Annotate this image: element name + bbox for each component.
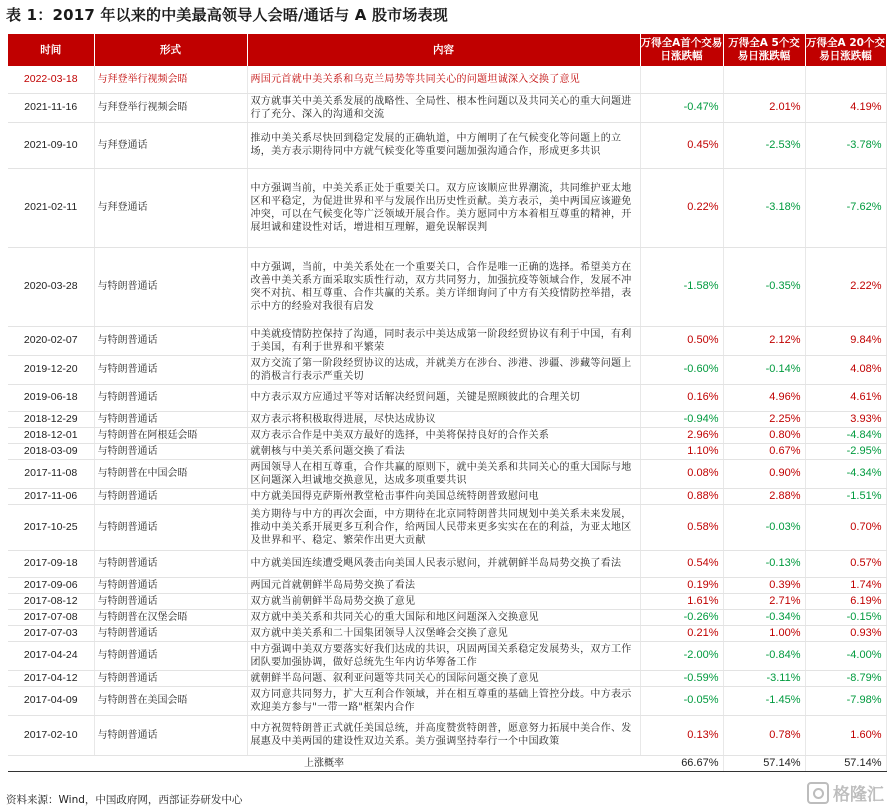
row-first-day-change: -0.94% bbox=[640, 411, 723, 427]
row-date: 2017-08-12 bbox=[8, 593, 94, 609]
row-content: 双方就中美关系和共同关心的重大国际和地区问题深入交换意见 bbox=[247, 609, 640, 625]
row-content: 中方强调，当前，中美关系处在一个重要关口，合作是唯一正确的选择。希望美方在改善中美关系方面采取实质性行动，双方共同努力，加强抗疫等领域合作，发展不冲突不对抗、相互尊重、合作共赢的关系。美方详细询问了中方有关疫情防控举措，表示中方的经验对我很有启发 bbox=[247, 247, 640, 326]
row-5-day-change: 4.96% bbox=[723, 384, 805, 411]
header-content: 内容 bbox=[247, 34, 640, 66]
row-20-day-change: 4.19% bbox=[805, 93, 886, 122]
footer-prob-5: 57.14% bbox=[723, 755, 805, 771]
row-content: 中方祝贺特朗普正式就任美国总统，并高度赞赏特朗普，愿意努力拓展中美合作、发展惠及中美两国的建设性双边关系。美方强调坚持奉行一个中国政策 bbox=[247, 715, 640, 755]
row-first-day-change: -2.00% bbox=[640, 641, 723, 670]
row-form: 与特朗普通话 bbox=[94, 326, 247, 355]
header-20-day-change: 万得全A 20个交易日涨跌幅 bbox=[805, 34, 886, 66]
row-content: 就朝鲜半岛问题、叙利亚问题等共同关心的国际问题交换了意见 bbox=[247, 670, 640, 686]
row-date: 2018-12-29 bbox=[8, 411, 94, 427]
row-first-day-change: -0.60% bbox=[640, 355, 723, 384]
row-form: 与特朗普通话 bbox=[94, 577, 247, 593]
row-first-day-change: 0.54% bbox=[640, 550, 723, 577]
table-row bbox=[8, 443, 886, 459]
row-date: 2017-04-24 bbox=[8, 641, 94, 670]
row-first-day-change: 0.45% bbox=[640, 122, 723, 168]
footer-prob-20: 57.14% bbox=[805, 755, 886, 771]
table-row bbox=[8, 488, 886, 504]
row-form: 与特朗普通话 bbox=[94, 550, 247, 577]
row-date: 2017-11-06 bbox=[8, 488, 94, 504]
row-form: 与特朗普通话 bbox=[94, 488, 247, 504]
row-form: 与特朗普通话 bbox=[94, 504, 247, 550]
row-20-day-change: 6.19% bbox=[805, 593, 886, 609]
row-date: 2017-02-10 bbox=[8, 715, 94, 755]
table-row bbox=[8, 459, 886, 488]
row-20-day-change: 1.74% bbox=[805, 577, 886, 593]
header-time: 时间 bbox=[8, 34, 94, 66]
source-note: 资料来源：Wind，中国政府网，西部证券研发中心 bbox=[6, 794, 243, 806]
row-date: 2017-07-08 bbox=[8, 609, 94, 625]
row-5-day-change: 2.25% bbox=[723, 411, 805, 427]
table-row bbox=[8, 550, 886, 577]
row-content: 双方交流了第一阶段经贸协议的达成，并就美方在涉台、涉港、涉疆、涉藏等问题上的消极言行表示严重关切 bbox=[247, 355, 640, 384]
row-date: 2021-02-11 bbox=[8, 168, 94, 247]
row-first-day-change bbox=[640, 66, 723, 93]
row-content: 推动中美关系尽快回到稳定发展的正确轨道，中方阐明了在气候变化等问题上的立场，美方表示期待同中方就气候变化等重要问题加强沟通合作，形成更多共识 bbox=[247, 122, 640, 168]
row-content: 两国元首就中美关系和乌克兰局势等共同关心的问题坦诚深入交换了意见 bbox=[247, 66, 640, 93]
footer-prob-1: 66.67% bbox=[640, 755, 723, 771]
row-date: 2018-03-09 bbox=[8, 443, 94, 459]
row-content: 双方就中美关系和二十国集团领导人汉堡峰会交换了意见 bbox=[247, 625, 640, 641]
row-form: 与特朗普在阿根廷会晤 bbox=[94, 427, 247, 443]
row-content: 双方表示将积极取得进展，尽快达成协议 bbox=[247, 411, 640, 427]
row-content: 双方表示合作是中美双方最好的选择，中美将保持良好的合作关系 bbox=[247, 427, 640, 443]
row-content: 两国元首就朝鲜半岛局势交换了看法 bbox=[247, 577, 640, 593]
row-5-day-change: 0.78% bbox=[723, 715, 805, 755]
row-date: 2017-09-18 bbox=[8, 550, 94, 577]
row-first-day-change: 0.19% bbox=[640, 577, 723, 593]
table-body bbox=[8, 66, 886, 755]
row-content: 中方强调当前，中美关系正处于重要关口。双方应该顺应世界潮流，共同维护亚太地区和平稳定，为促进世界和平与发展作出历史性贡献。美方表示，美中两国应该避免冲突，可以在气候变化等广泛领域开展合作。美方愿同中方本着相互尊重的精神，开展坦诚和建设性对话，增进相互理解，避免误解误判 bbox=[247, 168, 640, 247]
row-5-day-change: 2.01% bbox=[723, 93, 805, 122]
row-first-day-change: 0.22% bbox=[640, 168, 723, 247]
row-form: 与拜登举行视频会晤 bbox=[94, 93, 247, 122]
row-content: 美方期待与中方的再次会面，中方期待在北京同特朗普共同规划中美关系未来发展，推动中美关系开展更多互利合作，给两国人民带来更多实实在在的利益，为亚太地区及世界和平、稳定、繁荣作出更大贡献 bbox=[247, 504, 640, 550]
table-row bbox=[8, 326, 886, 355]
row-content: 两国领导人在相互尊重，合作共赢的原则下，就中美关系和共同关心的重大国际与地区问题深入坦诚地交换意见，达成多项重要共识 bbox=[247, 459, 640, 488]
row-date: 2017-04-12 bbox=[8, 670, 94, 686]
table-row bbox=[8, 168, 886, 247]
row-5-day-change: 0.80% bbox=[723, 427, 805, 443]
row-20-day-change: -1.51% bbox=[805, 488, 886, 504]
row-20-day-change: 3.93% bbox=[805, 411, 886, 427]
row-first-day-change: -0.26% bbox=[640, 609, 723, 625]
header-5-day-change: 万得全A 5个交易日涨跌幅 bbox=[723, 34, 805, 66]
row-20-day-change: -4.34% bbox=[805, 459, 886, 488]
row-20-day-change: 0.93% bbox=[805, 625, 886, 641]
row-form: 与特朗普通话 bbox=[94, 641, 247, 670]
leader-meeting-table bbox=[8, 34, 887, 772]
row-5-day-change: -1.45% bbox=[723, 686, 805, 715]
watermark-logo bbox=[807, 780, 884, 805]
row-date: 2019-12-20 bbox=[8, 355, 94, 384]
table-row bbox=[8, 355, 886, 384]
row-5-day-change: -3.18% bbox=[723, 168, 805, 247]
row-first-day-change: -0.47% bbox=[640, 93, 723, 122]
row-date: 2017-04-09 bbox=[8, 686, 94, 715]
table-row bbox=[8, 122, 886, 168]
row-first-day-change: 0.88% bbox=[640, 488, 723, 504]
row-20-day-change: 4.08% bbox=[805, 355, 886, 384]
row-content: 中方就美国连续遭受飓风袭击向美国人民表示慰问，并就朝鲜半岛局势交换了看法 bbox=[247, 550, 640, 577]
row-first-day-change: -1.58% bbox=[640, 247, 723, 326]
row-form: 与特朗普通话 bbox=[94, 247, 247, 326]
row-date: 2017-07-03 bbox=[8, 625, 94, 641]
table-row bbox=[8, 93, 886, 122]
row-20-day-change: 1.60% bbox=[805, 715, 886, 755]
row-5-day-change: 2.71% bbox=[723, 593, 805, 609]
row-form: 与特朗普通话 bbox=[94, 625, 247, 641]
row-20-day-change: 0.57% bbox=[805, 550, 886, 577]
row-first-day-change: 0.21% bbox=[640, 625, 723, 641]
table-row bbox=[8, 66, 886, 93]
row-5-day-change: 0.90% bbox=[723, 459, 805, 488]
row-first-day-change: 0.50% bbox=[640, 326, 723, 355]
header-first-day-change: 万得全A首个交易日涨跌幅 bbox=[640, 34, 723, 66]
table-row bbox=[8, 609, 886, 625]
row-form: 与特朗普通话 bbox=[94, 593, 247, 609]
row-20-day-change: -7.62% bbox=[805, 168, 886, 247]
row-first-day-change: 2.96% bbox=[640, 427, 723, 443]
row-form: 与特朗普通话 bbox=[94, 411, 247, 427]
table-row bbox=[8, 670, 886, 686]
row-20-day-change: 2.22% bbox=[805, 247, 886, 326]
row-content: 双方就事关中美关系发展的战略性、全局性、根本性问题以及共同关心的重大问题进行了充分、深入的沟通和交流 bbox=[247, 93, 640, 122]
row-date: 2021-11-16 bbox=[8, 93, 94, 122]
row-form: 与特朗普通话 bbox=[94, 670, 247, 686]
table-row bbox=[8, 641, 886, 670]
row-date: 2020-02-07 bbox=[8, 326, 94, 355]
row-5-day-change: -2.53% bbox=[723, 122, 805, 168]
watermark-icon bbox=[807, 782, 829, 804]
row-5-day-change: 2.88% bbox=[723, 488, 805, 504]
row-20-day-change: -0.15% bbox=[805, 609, 886, 625]
row-content: 中方表示双方应通过平等对话解决经贸问题，关键是照顾彼此的合理关切 bbox=[247, 384, 640, 411]
row-20-day-change: -8.79% bbox=[805, 670, 886, 686]
row-date: 2022-03-18 bbox=[8, 66, 94, 93]
row-first-day-change: -0.59% bbox=[640, 670, 723, 686]
row-20-day-change: -7.98% bbox=[805, 686, 886, 715]
table-row bbox=[8, 384, 886, 411]
row-form: 与特朗普在美国会晤 bbox=[94, 686, 247, 715]
row-first-day-change: 1.61% bbox=[640, 593, 723, 609]
row-5-day-change: 1.00% bbox=[723, 625, 805, 641]
table-row bbox=[8, 504, 886, 550]
row-5-day-change: 0.39% bbox=[723, 577, 805, 593]
row-20-day-change: -2.95% bbox=[805, 443, 886, 459]
row-content: 中方强调中美双方要落实好我们达成的共识，巩固两国关系稳定发展势头，双方工作团队要加强协调，做好总统先生年内访华筹备工作 bbox=[247, 641, 640, 670]
row-20-day-change: 0.70% bbox=[805, 504, 886, 550]
row-date: 2017-09-06 bbox=[8, 577, 94, 593]
row-20-day-change: 9.84% bbox=[805, 326, 886, 355]
row-date: 2017-10-25 bbox=[8, 504, 94, 550]
row-form: 与特朗普通话 bbox=[94, 443, 247, 459]
row-form: 与拜登通话 bbox=[94, 122, 247, 168]
row-content: 就朝核与中美关系问题交换了看法 bbox=[247, 443, 640, 459]
footer-label: 上涨概率 bbox=[8, 755, 640, 771]
table-row bbox=[8, 715, 886, 755]
row-5-day-change: -0.14% bbox=[723, 355, 805, 384]
row-20-day-change bbox=[805, 66, 886, 93]
table-row bbox=[8, 593, 886, 609]
row-date: 2020-03-28 bbox=[8, 247, 94, 326]
row-form: 与拜登举行视频会晤 bbox=[94, 66, 247, 93]
row-5-day-change: 0.67% bbox=[723, 443, 805, 459]
row-form: 与拜登通话 bbox=[94, 168, 247, 247]
row-form: 与特朗普在中国会晤 bbox=[94, 459, 247, 488]
row-content: 双方同意共同努力，扩大互利合作领域，并在相互尊重的基础上管控分歧。中方表示欢迎美方参与"一带一路"框架内合作 bbox=[247, 686, 640, 715]
row-form: 与特朗普通话 bbox=[94, 715, 247, 755]
row-date: 2021-09-10 bbox=[8, 122, 94, 168]
row-5-day-change: -0.13% bbox=[723, 550, 805, 577]
row-date: 2019-06-18 bbox=[8, 384, 94, 411]
row-first-day-change: 0.08% bbox=[640, 459, 723, 488]
row-form: 与特朗普通话 bbox=[94, 355, 247, 384]
table-row bbox=[8, 411, 886, 427]
table-row bbox=[8, 625, 886, 641]
row-20-day-change: -4.00% bbox=[805, 641, 886, 670]
header-row bbox=[8, 34, 886, 66]
table-row bbox=[8, 577, 886, 593]
row-5-day-change: 2.12% bbox=[723, 326, 805, 355]
row-20-day-change: 4.61% bbox=[805, 384, 886, 411]
row-first-day-change: 0.16% bbox=[640, 384, 723, 411]
table-title: 表 1：2017 年以来的中美最高领导人会晤/通话与 A 股市场表现 bbox=[6, 6, 448, 24]
row-20-day-change: -3.78% bbox=[805, 122, 886, 168]
watermark-text: 格隆汇 bbox=[833, 785, 884, 805]
row-content: 双方就当前朝鲜半岛局势交换了意见 bbox=[247, 593, 640, 609]
row-first-day-change: 0.58% bbox=[640, 504, 723, 550]
row-date: 2017-11-08 bbox=[8, 459, 94, 488]
row-5-day-change: -0.84% bbox=[723, 641, 805, 670]
row-first-day-change: 1.10% bbox=[640, 443, 723, 459]
table-row bbox=[8, 247, 886, 326]
row-first-day-change: -0.05% bbox=[640, 686, 723, 715]
header-form: 形式 bbox=[94, 34, 247, 66]
row-form: 与特朗普在汉堡会晤 bbox=[94, 609, 247, 625]
row-content: 中方就美国得克萨斯州教堂枪击事件向美国总统特朗普致慰问电 bbox=[247, 488, 640, 504]
row-date: 2018-12-01 bbox=[8, 427, 94, 443]
row-5-day-change: -0.03% bbox=[723, 504, 805, 550]
table-row bbox=[8, 427, 886, 443]
row-5-day-change bbox=[723, 66, 805, 93]
row-first-day-change: 0.13% bbox=[640, 715, 723, 755]
row-5-day-change: -0.35% bbox=[723, 247, 805, 326]
row-content: 中美就疫情防控保持了沟通，同时表示中美达成第一阶段经贸协议有利于中国，有利于美国，有利于世界和平繁荣 bbox=[247, 326, 640, 355]
table-row bbox=[8, 686, 886, 715]
row-20-day-change: -4.84% bbox=[805, 427, 886, 443]
footer-row bbox=[8, 755, 886, 771]
row-5-day-change: -3.11% bbox=[723, 670, 805, 686]
row-5-day-change: -0.34% bbox=[723, 609, 805, 625]
row-form: 与特朗普通话 bbox=[94, 384, 247, 411]
